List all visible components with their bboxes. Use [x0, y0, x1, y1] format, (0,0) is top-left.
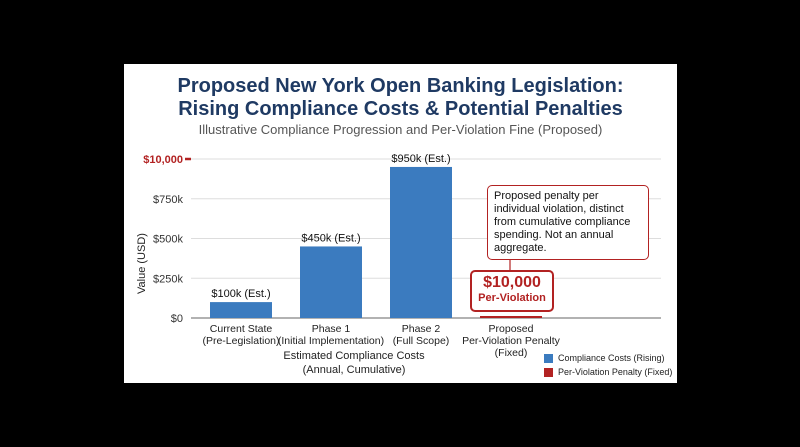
- legend-label-penalty: Per-Violation Penalty (Fixed): [558, 367, 673, 377]
- legend-swatch-compliance: [544, 354, 553, 363]
- x-tick-label: (Fixed): [494, 347, 528, 359]
- legend: [544, 351, 672, 379]
- x-tick-label: (Pre-Legislation): [202, 335, 280, 347]
- x-tick-label: Phase 1: [311, 323, 351, 335]
- y-tick-label: $750k: [153, 193, 183, 206]
- penalty-highlight-box: [470, 270, 554, 312]
- y-tick-label: $500k: [153, 233, 183, 246]
- compliance-bar: [300, 246, 362, 318]
- legend-item-compliance: [544, 351, 672, 365]
- penalty-callout: Proposed penalty per individual violation, distinct from cumulative compliance spending. Not an annual aggregate.: [487, 185, 649, 260]
- legend-item-penalty: [544, 365, 672, 379]
- y-axis-label: Value (USD): [136, 233, 148, 294]
- x-tick-label: Phase 2: [401, 323, 441, 335]
- y-tick-label: $10,000: [143, 154, 183, 166]
- legend-swatch-penalty: [544, 368, 553, 377]
- x-tick-label: Proposed: [488, 323, 534, 335]
- bar-value-label: $100k (Est.): [211, 288, 271, 301]
- x-axis-label-line-2: (Annual, Cumulative): [302, 364, 406, 376]
- bar-value-label: $450k (Est.): [301, 232, 361, 245]
- penalty-label: Per-Violation: [478, 292, 546, 304]
- chart-subtitle: Illustrative Compliance Progression and Per-Violation Fine (Proposed): [198, 122, 603, 137]
- x-axis-label: [254, 349, 454, 377]
- penalty-bar: [480, 316, 542, 318]
- y-tick-label: $0: [170, 313, 183, 325]
- x-tick-label: (Initial Implementation): [277, 335, 385, 347]
- chart-card: [124, 64, 677, 383]
- x-tick-label: (Full Scope): [392, 335, 450, 347]
- bar-value-label: $950k (Est.): [391, 152, 451, 165]
- chart-title-line-1: Proposed New York Open Banking Legislation:: [177, 75, 624, 97]
- compliance-bar: [210, 302, 272, 318]
- penalty-amount: $10,000: [483, 274, 541, 291]
- y-tick-label: $250k: [153, 273, 183, 286]
- legend-label-compliance: Compliance Costs (Rising): [558, 353, 665, 363]
- compliance-bar: [390, 167, 452, 318]
- x-tick-label: Per-Violation Penalty: [462, 335, 560, 347]
- x-tick-label: Current State: [209, 323, 273, 335]
- x-axis-label-line-1: Estimated Compliance Costs: [283, 350, 425, 362]
- chart-title-line-2: Rising Compliance Costs & Potential Penalties: [178, 98, 623, 120]
